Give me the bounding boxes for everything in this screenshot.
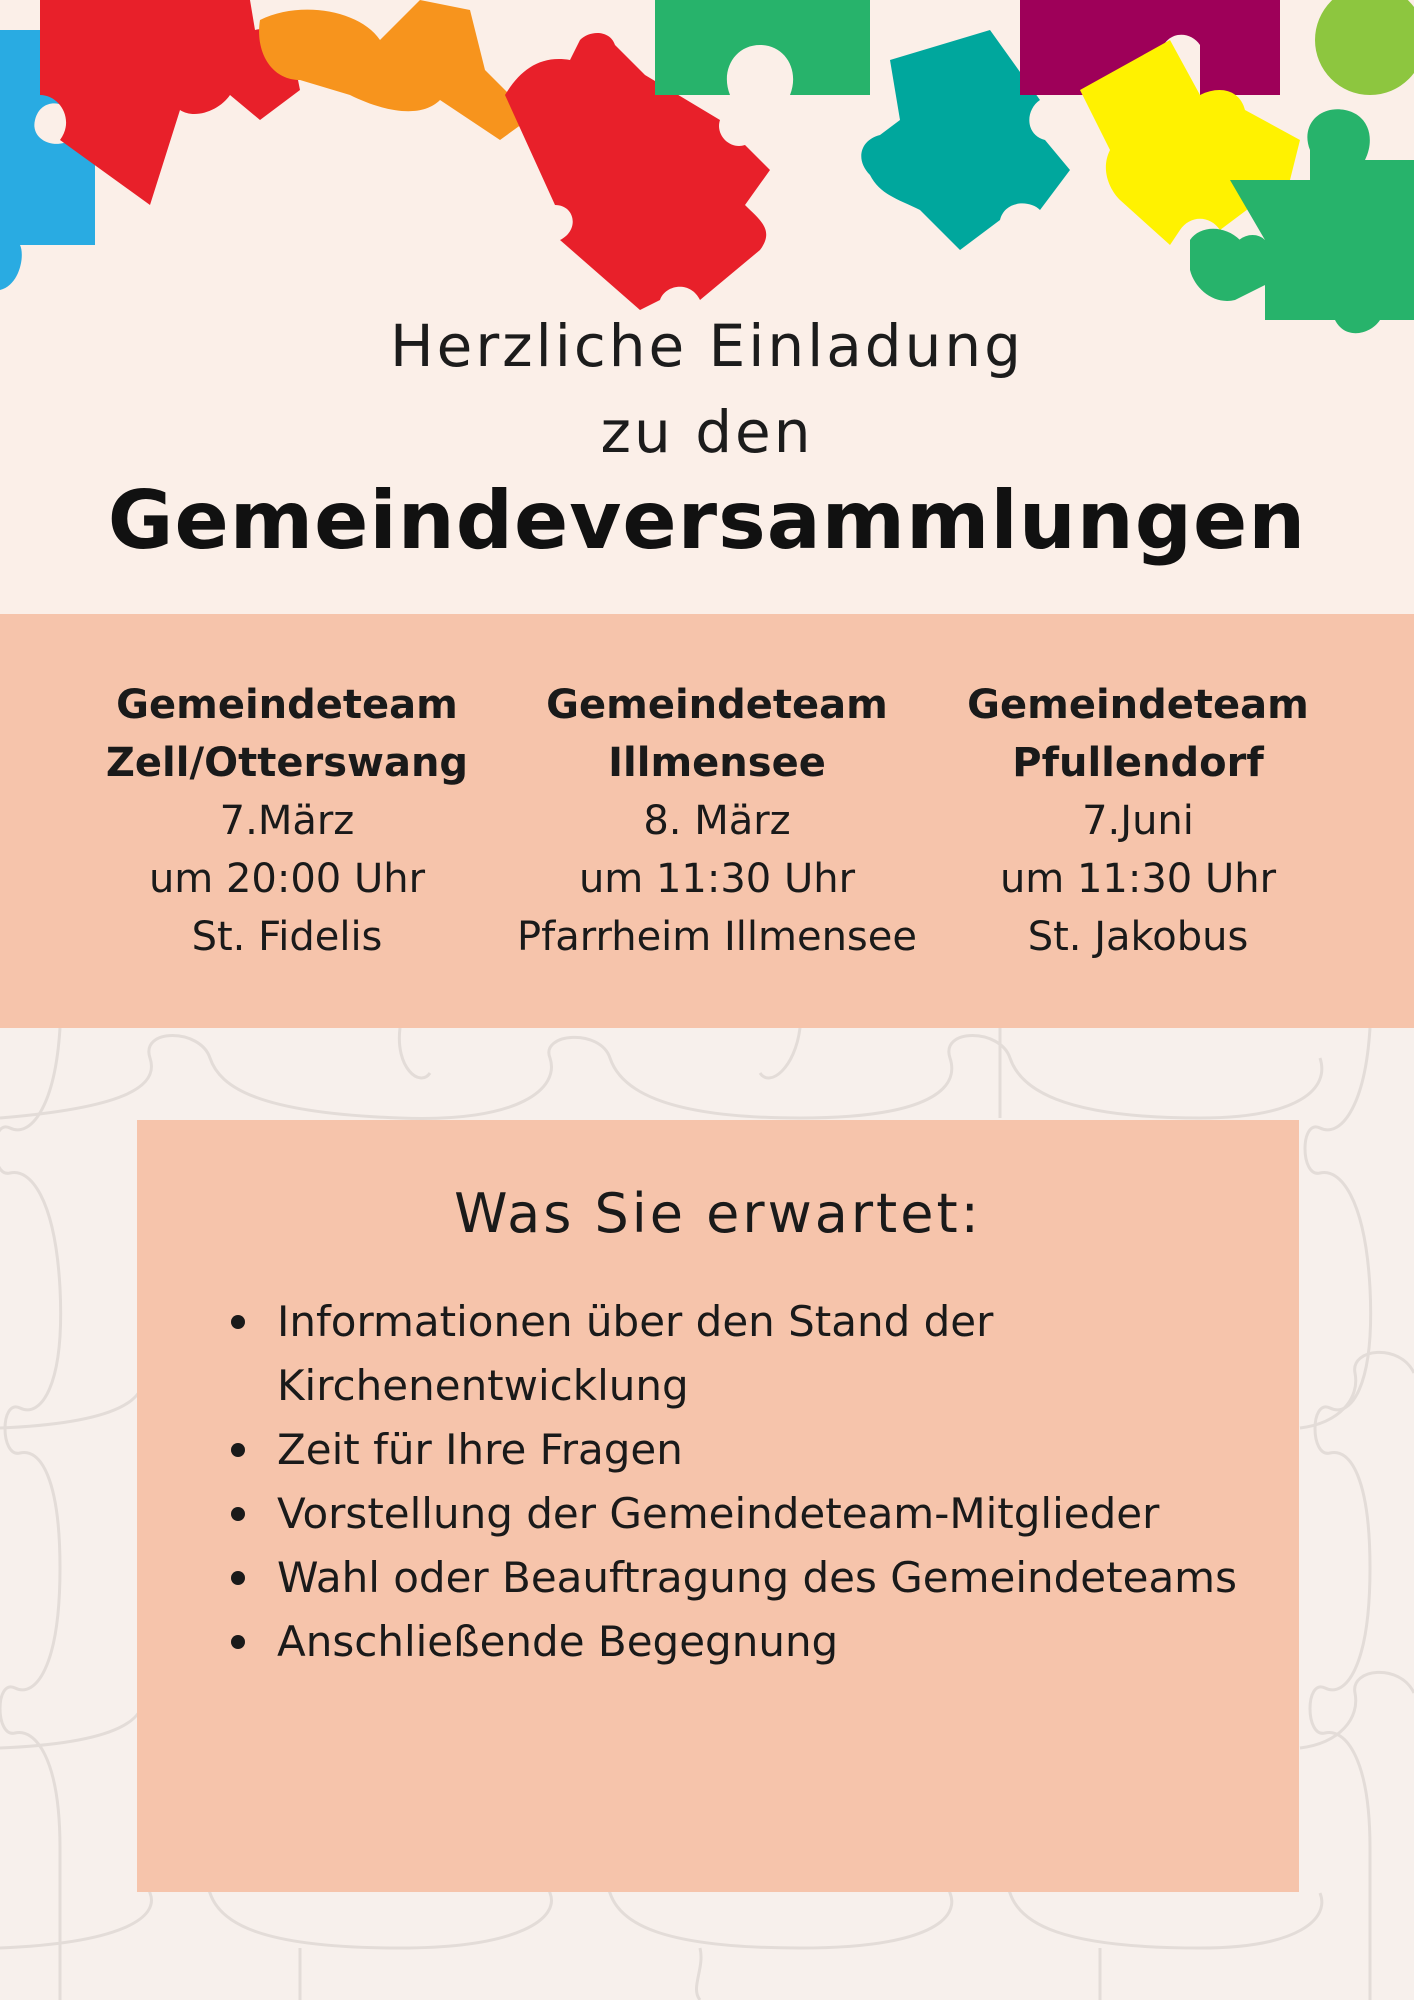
bullet-icon bbox=[231, 1443, 245, 1457]
team-date: 7.März bbox=[219, 798, 355, 844]
team-place: St. Jakobus bbox=[1027, 914, 1249, 960]
team-name: Gemeindeteam bbox=[967, 682, 1309, 728]
list-item bbox=[227, 1418, 1267, 1482]
list-item bbox=[227, 1482, 1267, 1546]
invitation-subheading: zu den bbox=[600, 398, 814, 466]
team-time: um 11:30 Uhr bbox=[578, 856, 856, 902]
list-item-text: Anschließende Begegnung bbox=[277, 1617, 839, 1666]
list-item-text: Wahl oder Beauftragung des Gemeindeteams bbox=[277, 1553, 1237, 1602]
teams-band bbox=[0, 614, 1414, 1028]
team-place: St. Fidelis bbox=[191, 914, 383, 960]
bullet-icon bbox=[231, 1507, 245, 1521]
list-item bbox=[227, 1610, 1267, 1674]
bullet-icon bbox=[231, 1571, 245, 1585]
team-name: Gemeindeteam bbox=[116, 682, 458, 728]
team-date: 8. März bbox=[643, 798, 791, 844]
bullet-icon bbox=[231, 1635, 245, 1649]
team-time: um 20:00 Uhr bbox=[148, 856, 426, 902]
team-location: Illmensee bbox=[608, 740, 826, 786]
team-zell-otterswang bbox=[67, 676, 507, 966]
expectations-title: Was Sie erwartet: bbox=[454, 1182, 982, 1245]
bullet-icon bbox=[231, 1315, 245, 1329]
list-item-text: Informationen über den Stand der Kirchenentwicklung bbox=[277, 1297, 994, 1410]
team-location: Pfullendorf bbox=[1012, 740, 1264, 786]
list-item bbox=[227, 1546, 1267, 1610]
team-pfullendorf bbox=[918, 676, 1358, 966]
header-section bbox=[0, 0, 1414, 614]
team-place: Pfarrheim Illmensee bbox=[517, 914, 917, 960]
list-item-text: Vorstellung der Gemeindeteam-Mitglieder bbox=[277, 1489, 1160, 1538]
team-date: 7.Juni bbox=[1082, 798, 1194, 844]
team-time: um 11:30 Uhr bbox=[999, 856, 1277, 902]
team-illmensee bbox=[497, 676, 937, 966]
team-name: Gemeindeteam bbox=[546, 682, 888, 728]
list-item bbox=[227, 1290, 1267, 1418]
list-item-text: Zeit für Ihre Fragen bbox=[277, 1425, 683, 1474]
page-title: Gemeindeversammlungen bbox=[107, 474, 1307, 567]
team-location: Zell/Otterswang bbox=[105, 740, 469, 786]
expectations-list bbox=[227, 1290, 1267, 1674]
invitation-heading: Herzliche Einladung bbox=[390, 312, 1024, 380]
expectations-box bbox=[137, 1120, 1299, 1892]
